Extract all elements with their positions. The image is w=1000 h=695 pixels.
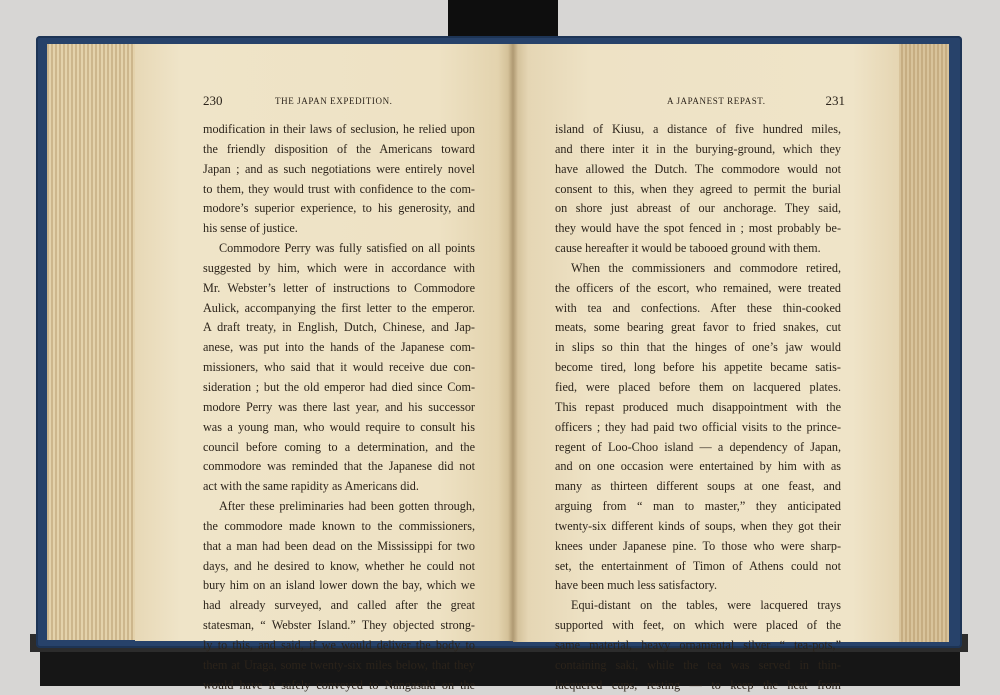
text-line: they would have the spot fenced in ; most probably be-: [555, 221, 841, 236]
text-line: missioners, who said that it would receive due con-: [203, 360, 475, 375]
running-head: THE JAPAN EXPEDITION.: [275, 96, 393, 106]
text-line: have allowed the Dutch. The commodore would not: [555, 161, 841, 176]
text-line: knees under Japanese pine. To those who were sharp-: [555, 538, 841, 553]
text-line: would have it safely conveyed to Nangasaki on the: [203, 677, 475, 692]
book-spine-top: [448, 0, 558, 40]
left-page-header: [203, 93, 473, 112]
left-page-block: [47, 44, 138, 640]
text-line: to them, they would trust with confidence to the com-: [203, 181, 475, 196]
text-line: bury him on an island lower down the bay, which we: [203, 578, 475, 593]
text-line: cause hereafter it would be tabooed ground with them.: [555, 241, 821, 256]
text-line: council before coming to a determination, and the: [203, 439, 475, 454]
text-line: statesman, “ Webster Island.” They objected strong-: [203, 618, 475, 633]
text-line: have been much less satisfactory.: [555, 578, 717, 593]
text-line: lacquered cups, resting — to keep the heat from: [555, 677, 841, 692]
text-line: This repast produced much disappointment with the: [555, 399, 841, 414]
text-line: meats, some bearing great favor to fried snakes, cut: [555, 320, 841, 335]
text-line: and on one occasion were entertained by him with as: [555, 459, 841, 474]
text-line: become tired, long before his appetite became satis-: [555, 360, 841, 375]
text-line: act with the same rapidity as Americans did.: [203, 479, 419, 494]
text-line: and there inter it in the burying-ground, which they: [555, 141, 841, 156]
text-line: set, the entertainment of Timon of Athens could not: [555, 558, 841, 573]
text-line: modore’s superior experience, to his generosity, and: [203, 201, 475, 216]
right-page: [513, 44, 899, 692]
text-line: A draft treaty, in English, Dutch, Chinese, and Jap-: [203, 320, 475, 335]
text-line: Commodore Perry was fully satisfied on all points: [219, 241, 475, 256]
text-line: suggested by him, which were in accordance with: [203, 260, 475, 275]
text-line: Mr. Webster’s letter of instructions to Commodore: [203, 280, 475, 295]
text-line: fied, were placed before them on lacquered plates.: [555, 379, 841, 394]
text-line: days, and he desired to know, whether he could not: [203, 558, 475, 573]
text-line: After these preliminaries had been gotten through,: [219, 499, 475, 514]
text-line: his sense of justice.: [203, 221, 298, 236]
text-line: modification in their laws of seclusion, he relied upon: [203, 122, 475, 136]
text-line: arguing from “ man to master,” they anticipated: [555, 499, 841, 514]
left-page-text: [203, 120, 475, 695]
text-line: twenty-six different kinds of soups, when they got their: [555, 518, 841, 533]
text-line: consent to this, when they agreed to permit the burial: [555, 181, 841, 196]
text-line: on shore just abreast of our anchorage. They said,: [555, 201, 841, 216]
text-line: with tea and confections. After these thin-cooked: [555, 300, 841, 315]
text-line: island of Kiusu, a distance of five hundred miles,: [555, 122, 841, 136]
right-page-header: [555, 93, 845, 112]
text-line: Japan ; and as such negotiations were entirely novel: [203, 161, 475, 176]
right-page-text: [555, 120, 841, 695]
text-line: the commodore made known to the commissioners,: [203, 518, 475, 533]
text-line: the friendly disposition of the Americans toward: [203, 141, 475, 156]
right-page-block: [898, 44, 949, 642]
page-number: 230: [203, 93, 223, 108]
running-head: A JAPANEST REPAST.: [667, 96, 766, 106]
book-gutter: [508, 44, 518, 642]
text-line: same material, heavy ornamental silver “ tea-pots,”: [555, 637, 841, 652]
text-line: When the commissioners and commodore retired,: [571, 260, 841, 275]
text-line: Equi-distant on the tables, were lacquered trays: [571, 598, 841, 613]
text-line: containing saki, while the tea was served in thin-: [555, 657, 841, 672]
text-line: modore Perry was there last year, and his successor: [203, 399, 475, 414]
text-line: sideration ; but the old emperor had died since Com-: [203, 379, 475, 394]
text-line: the officers of the escort, who remained, were treated: [555, 280, 841, 295]
text-line: them at Uraga, some twenty-six miles below, that they: [203, 657, 475, 672]
text-line: that a man had been dead on the Mississippi for two: [203, 538, 475, 553]
text-line: had already surveyed, and called after the great: [203, 598, 475, 613]
text-line: anese, was put into the hands of the Japanese com-: [203, 340, 475, 355]
page-number: 231: [825, 93, 845, 108]
text-line: commodore was reminded that the Japanese did not: [203, 459, 475, 474]
text-line: Aulick, accompanying the first letter to the emperor.: [203, 300, 475, 315]
text-line: was a young man, who would require to consult his: [203, 419, 475, 434]
text-line: many as thirteen different soups at one feast, and: [555, 479, 841, 494]
text-line: officers ; they had paid two official visits to the prince-: [555, 419, 841, 434]
text-line: supported with feet, on which were placed of the: [555, 618, 841, 633]
text-line: ly to this, and said, if we would deliver the body to: [203, 637, 475, 652]
text-line: regent of Loo-Choo island — a dependency of Japan,: [555, 439, 841, 454]
left-page: [135, 44, 513, 692]
text-line: in slips so thin that the hinges of one’s jaw would: [555, 340, 841, 355]
